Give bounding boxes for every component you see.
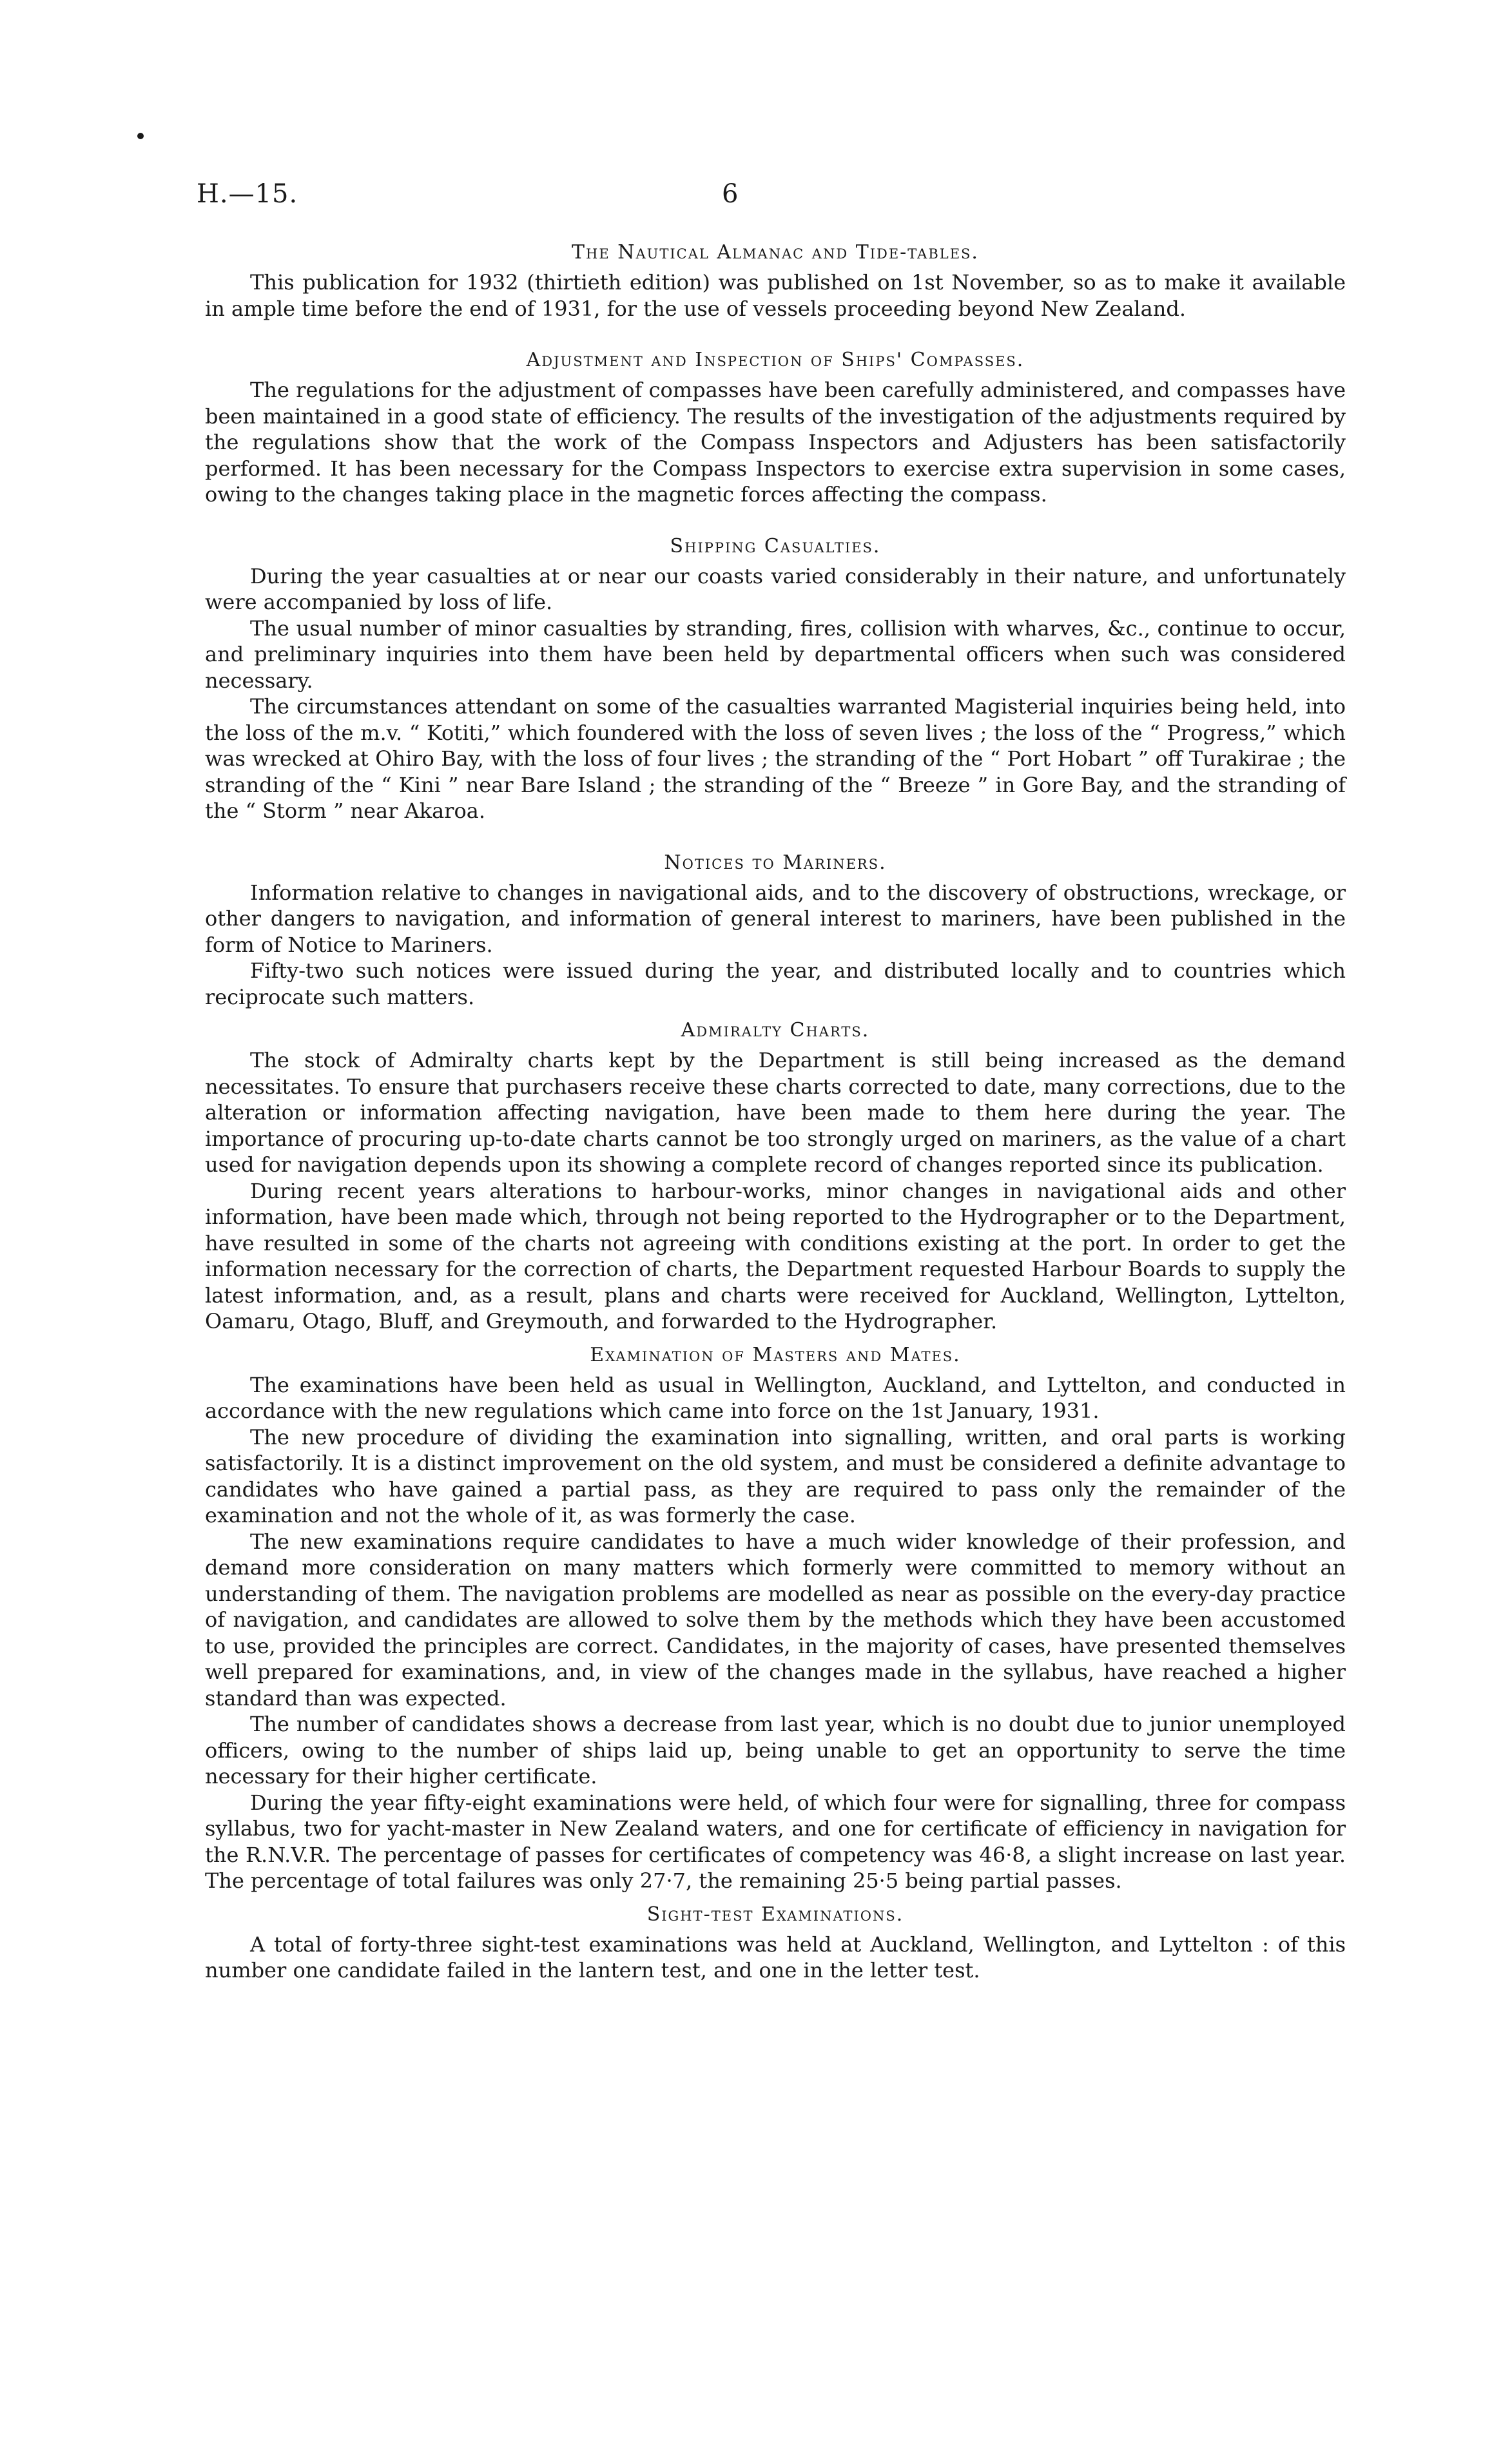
- section-heading: Admiralty Charts.: [681, 1019, 870, 1042]
- margin-dot: [137, 133, 144, 139]
- section-compasses: [205, 347, 1346, 508]
- document-reference: H.—15.: [197, 179, 298, 209]
- section-heading: Shipping Casualties.: [670, 534, 881, 557]
- paragraph: During recent years alterations to harbour-works, minor changes in navigational aids and other information, have been made which, through not being reported to the Hydrographer or to the Department, have resulted in some of the charts not agreeing with conditions existing at the port. In order to get the information necessary for the correction of charts, the Department requested Harbour Boards to supply the latest information, and, as a result, plans and charts were received for Auckland, Wellington, Lyttelton, Oamaru, Otago, Bluff, and Greymouth, and forwarded to the Hydrographer.: [205, 1178, 1346, 1333]
- paragraph: The usual number of minor casualties by stranding, fires, collision with wharves, &c., continue to occur, and preliminary inquiries into them have been held by departmental officers when such was considered necessary.: [205, 615, 1346, 693]
- section-heading: Notices to Mariners.: [664, 851, 887, 874]
- section-heading: Adjustment and Inspection of Ships' Compasses.: [526, 349, 1025, 371]
- paragraph: This publication for 1932 (thirtieth edition) was published on 1st November, so as to make it available in ample time before the end of 1931, for the use of vessels proceeding beyond New Zealand.: [205, 270, 1346, 321]
- paragraph: The examinations have been held as usual in Wellington, Auckland, and Lyttelton, and conducted in accordance with the new regulations which came into force on the 1st January, 1931.: [205, 1372, 1346, 1423]
- paragraph: During the year fifty-eight examinations were held, of which four were for signalling, three for compass syllabus, two for yacht-master in New Zealand waters, and one for certificate of efficiency in navigation for the R.N.V.R. The percentage of passes for certificates of competency was 46·8, a slight increase on last year. The percentage of total failures was only 27·7, the remaining 25·5 being partial passes.: [205, 1790, 1346, 1893]
- section-nautical-almanac: [205, 240, 1346, 322]
- section-heading: Sight-test Examinations.: [646, 1903, 904, 1926]
- paragraph: The regulations for the adjustment of compasses have been carefully administered, and compasses have been maintained in a good state of efficiency. The results of the investigation of the adjustments required by the regulations show that the work of the Compass Inspectors and Adjusters has been satisfactorily performed. It has been necessary for the Compass Inspectors to exercise extra supervision in some cases, owing to the changes taking place in the magnetic forces affecting the compass.: [205, 378, 1346, 507]
- paragraph: The number of candidates shows a decrease from last year, which is no doubt due to junior unemployed officers, owing to the number of ships laid up, being unable to get an opportunity to serve the time necessary for their higher certificate.: [205, 1712, 1346, 1788]
- paragraph: During the year casualties at or near our coasts varied considerably in their nature, and unfortunately were accompanied by loss of life.: [205, 563, 1346, 614]
- paragraph: Fifty-two such notices were issued during the year, and distributed locally and to countries which reciprocate such matters.: [205, 958, 1346, 1009]
- section-examination-masters-mates: [205, 1342, 1346, 1894]
- paragraph: The new examinations require candidates to have a much wider knowledge of their profession, and demand more consideration on many matters which formerly were committed to memory without an understanding of them. The navigation problems are modelled as near as possible on the every-day practice of navigation, and candidates are allowed to solve them by the methods which they have been accustomed to use, provided the principles are correct. Candidates, in the majority of cases, have presented themselves well prepared for examinations, and, in view of the changes made in the syllabus, have reached a higher standard than was expected.: [205, 1529, 1346, 1710]
- section-heading: Examination of Masters and Mates.: [590, 1343, 961, 1366]
- body-content: [205, 240, 1346, 1984]
- section-notices-to-mariners: [205, 850, 1346, 1011]
- paragraph: The stock of Admiralty charts kept by the Department is still being increased as the demand necessitates. To ensure that purchasers receive these charts corrected to date, many corrections, due to the alteration or information affecting navigation, have been made to them here during the year. The importance of procuring up-to-date charts cannot be too strongly urged on mariners, as the value of a chart used for navigation depends upon its showing a complete record of changes reported since its publication.: [205, 1048, 1346, 1177]
- section-shipping-casualties: [205, 534, 1346, 824]
- paragraph: A total of forty-three sight-test examinations was held at Auckland, Wellington, and Lyttelton : of this number one candidate failed in the lantern test, and one in the letter test.: [205, 1932, 1346, 1982]
- page-header: [197, 179, 1357, 218]
- page-number: 6: [722, 179, 739, 209]
- section-sight-test: [205, 1902, 1346, 1984]
- section-admiralty-charts: [205, 1018, 1346, 1335]
- paragraph: The circumstances attendant on some of the casualties warranted Magisterial inquiries being held, into the loss of the m.v. “ Kotiti,” which foundered with the loss of seven lives ; the loss of the “ Progress,” which was wrecked at Ohiro Bay, with the loss of four lives ; the stranding of the “ Port Hobart ” off Turakirae ; the stranding of the “ Kini ” near Bare Island ; the stranding of the “ Breeze ” in Gore Bay, and the stranding of the “ Storm ” near Akaroa.: [205, 694, 1346, 823]
- paragraph: Information relative to changes in navigational aids, and to the discovery of obstructions, wreckage, or other dangers to navigation, and information of general interest to mariners, have been published in the form of Notice to Mariners.: [205, 880, 1346, 957]
- paragraph: The new procedure of dividing the examination into signalling, written, and oral parts is working satisfactorily. It is a distinct improvement on the old system, and must be considered a definite advantage to candidates who have gained a partial pass, as they are required to pass only the remainder of the examination and not the whole of it, as was formerly the case.: [205, 1424, 1346, 1527]
- section-heading: The Nautical Almanac and Tide-tables.: [572, 241, 979, 264]
